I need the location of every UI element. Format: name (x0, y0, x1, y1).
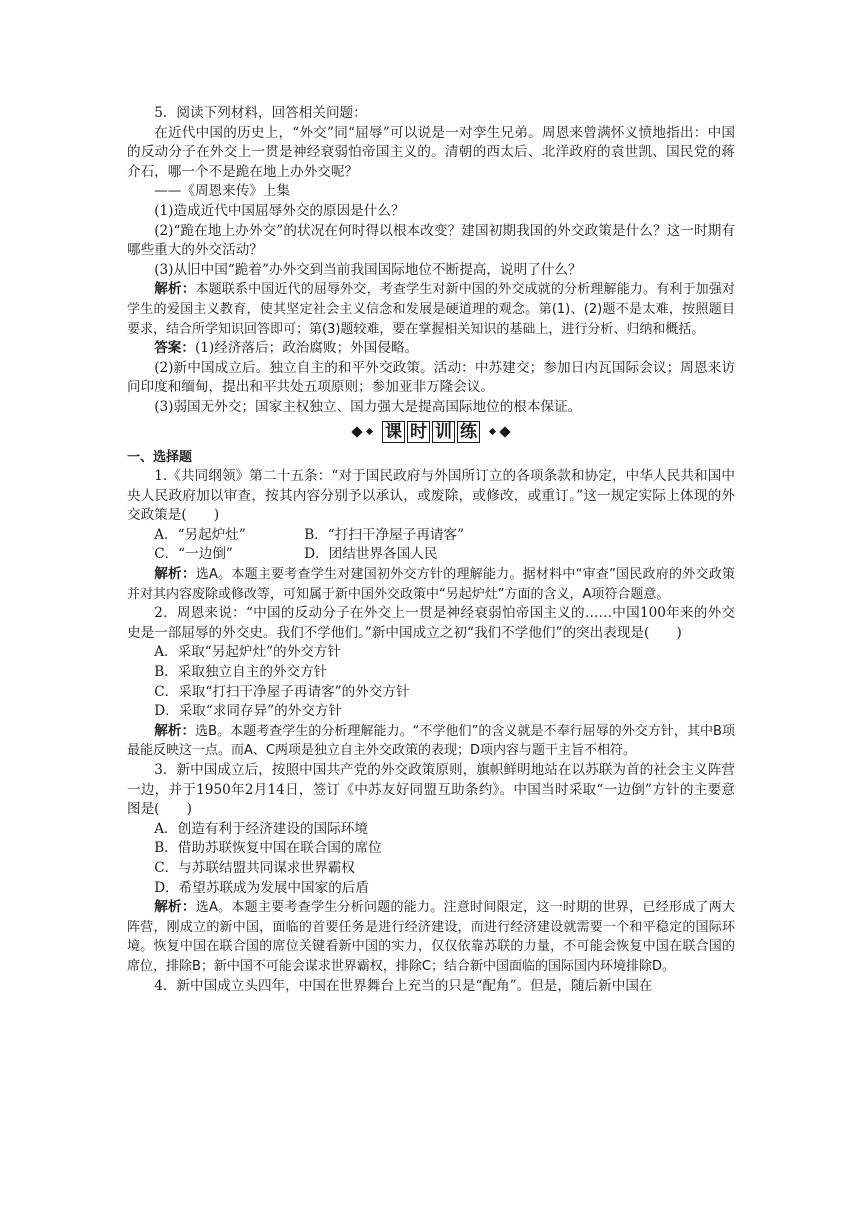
q5-answer-1 (127, 339, 735, 359)
analysis-text: 选A。本题主要考查学生对建国初外交方针的理解能力。据材料中“审查”国民政府的外交政策并对其内容废除或修改等，可知属于新中国外交政策中“另起炉灶”方面的含义，A项符合题意。 (127, 567, 735, 602)
analysis-label: 解析： (154, 281, 196, 298)
answer-label: 答案： (154, 340, 195, 357)
question-1-options-row-2 (127, 545, 735, 565)
q5-answer-3: (3)弱国无外交；国家主权独立、国力强大是提高国际地位的根本保证。 (154, 398, 582, 415)
option-d: D．团结世界各国人民 (304, 546, 438, 563)
option-a: A．创造有利于经济建设的国际环境 (154, 820, 368, 837)
q5-sub-question-3: (3)从旧中国“跪着”办外交到当前我国国际地位不断提高，说明了什么？ (154, 261, 582, 278)
option-a: A．采取“另起炉灶”的外交方针 (154, 644, 342, 661)
small-diamond-icon (489, 428, 496, 435)
question-4-stem: 4．新中国成立头四年，中国在世界舞台上充当的只是“配角”。但是，随后新中国在 (154, 977, 653, 994)
q5-sub-question-2: (2)“跪在地上办外交”的状况在何时得以根本改变？建国初期我国的外交政策是什么？这一时期有哪些重大的外交活动？ (127, 222, 735, 259)
q5-answer-2: (2)新中国成立后。独立自主的和平外交政策。活动：中苏建交；参加日内瓦国际会议；周恩来访问印度和缅甸，提出和平共处五项原则；参加亚非万隆会议。 (127, 359, 735, 396)
answer-text-1: (1)经济落后；政治腐败；外国侵略。 (194, 340, 419, 357)
option-d: D．希望苏联成为发展中国家的后盾 (154, 879, 369, 896)
banner-char: 时 (407, 421, 430, 443)
section-banner (127, 419, 735, 445)
diamond-icon (499, 426, 510, 437)
banner-char: 练 (457, 421, 480, 443)
option-d: D．采取“求同存异”的外交方针 (154, 703, 343, 720)
page-content (127, 104, 735, 996)
section-heading: 一、选择题 (127, 449, 193, 465)
banner-char: 课 (382, 421, 405, 443)
q5-source: ——《周恩来传》上集 (154, 183, 291, 200)
option-c: C．与苏联结盟共同谋求世界霸权 (154, 859, 355, 876)
option-c: C．采取“打扫干净屋子再请客”的外交方针 (154, 683, 410, 700)
question-1-analysis (127, 565, 735, 604)
q5-stem: 5．阅读下列材料，回答相关问题： (154, 105, 367, 121)
analysis-label: 解析： (154, 566, 196, 583)
option-b: B．借助苏联恢复中国在联合国的席位 (154, 840, 382, 857)
diamond-icon (351, 426, 362, 437)
q5-analysis (127, 280, 735, 339)
analysis-label: 解析： (154, 722, 196, 739)
option-a: A．“另起炉灶” (154, 526, 246, 543)
question-1-options-row-1 (127, 526, 735, 546)
analysis-text: 选B。本题考查学生的分析理解能力。“不学他们”的含义就是不奉行屈辱的外交方针，其中B项最能反映这一点。而A、C两项是独立自主外交政策的表现；D项内容与题干主旨不相符。 (127, 723, 736, 759)
q5-material: 在近代中国的历史上，“外交”同“屈辱”可以说是一对孪生兄弟。周恩来曾满怀义愤地指出：中国的反动分子在外交上一贯是神经衰弱怕帝国主义的。清朝的西太后、北洋政府的袁世凯、国民党的蒋介石，哪一个不是跪在地上办外交呢？ (127, 124, 735, 180)
question-2-stem: 2．周恩来说：“中国的反动分子在外交上一贯是神经衰弱怕帝国主义的……中国100年来的外交史是一部屈辱的外交史。我们不学他们。”新中国成立之初“我们不学他们”的突出表现是( ) (127, 605, 735, 641)
option-b: B．“打扫干净屋子再请客” (304, 526, 465, 543)
question-1-stem: 1.《共同纲领》第二十五条：“对于国民政府与外国所订立的各项条款和协定，中华人民共和国中央人民政府加以审查，按其内容分别予以承认，或废除，或修改，或重订。”这一规定实际上体现的外交政策是( ) (127, 468, 735, 524)
question-3-analysis (127, 898, 735, 976)
option-b: B．采取独立自主的外交方针 (154, 664, 328, 681)
analysis-text: 本题联系中国近代的屈辱外交，考查学生对新中国的外交成就的分析理解能力。有利于加强对学生的爱国主义教育，使其坚定社会主义信念和发展是硬道理的观念。第(1)、(2)题不是太难，按照题目要求，结合所学知识回答即可；第(3)题较难，要在掌握相关知识的基础上，进行分析、归纳和概括。 (127, 282, 735, 337)
small-diamond-icon (366, 428, 373, 435)
banner-title (381, 421, 481, 443)
q5-sub-question-1: (1)造成近代中国屈辱外交的原因是什么？ (154, 202, 405, 219)
option-c: C．“一边倒” (154, 546, 233, 563)
analysis-label: 解析： (154, 899, 196, 916)
banner-char: 训 (432, 421, 455, 443)
question-3-stem: 3．新中国成立后，按照中国共产党的外交政策原则，旗帜鲜明地站在以苏联为首的社会主义阵营一边，并于1950年2月14日，签订《中苏友好同盟互助条约》。中国当时采取“一边倒”方针的主要意图是( ) (127, 762, 735, 818)
question-2-analysis (127, 722, 735, 761)
analysis-text: 选A。本题主要考查学生分析问题的能力。注意时间限定，这一时期的世界，已经形成了两大阵营，刚成立的新中国，面临的首要任务是进行经济建设，而进行经济建设就需要一个和平稳定的国际环境。恢复中国在联合国的席位关键看新中国的实力，仅仅依靠苏联的力量，不可能会恢复中国在联合国的席位，排除B；新中国不可能会谋求世界霸权，排除C；结合新中国面临的国际国内环境排除D。 (127, 900, 735, 974)
